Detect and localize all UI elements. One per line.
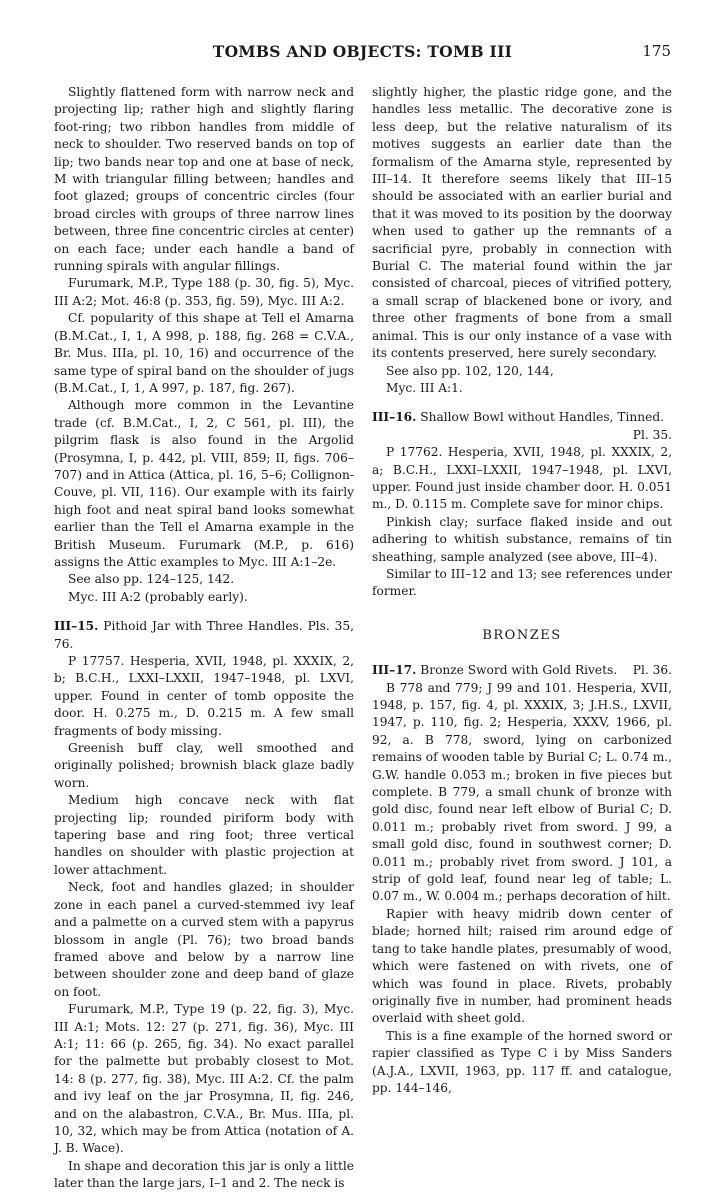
entry-plates: Pl. 36. bbox=[632, 663, 672, 678]
running-head bbox=[0, 42, 725, 66]
right-column bbox=[372, 84, 672, 1097]
paragraph: Myc. III A:1. bbox=[386, 380, 463, 395]
paragraph: Neck, foot and handles glazed; in shoulder zone in each panel a curved-stemmed ivy leaf and a palmette on a curved stem with a papyrus blossom in angle (Pl. 76); two broad bands framed above and below by a narrow line between shoulder zone and deep band of glaze on foot. bbox=[54, 880, 354, 999]
paragraph: Although more common in the Levantine trade (cf. B.M.Cat., I, 2, C 561, pl. III), the pilgrim flask is also found in the Argolid (Prosymna, I, p. 442, pl. VIII, 859; II, figs. 706–707) and in Attica (Attica, pl. 16, 5–6; Collignon-Couve, pl. VII, 116). Our example with its fairly high foot and neat spiral band looks somewhat earlier than the Tell el Amarna example in the British Museum. Furumark (M.P., p. 616) assigns the Attic examples to Myc. III A:1–2e. bbox=[54, 398, 354, 569]
entry-title: Bronze Sword with Gold Rivets. bbox=[420, 663, 618, 678]
entry-number: III–16. bbox=[372, 410, 417, 425]
entry-number: III–17. bbox=[372, 663, 417, 678]
paragraph: Greenish buff clay, well smoothed and originally polished; brownish black glaze badly worn. bbox=[54, 741, 354, 790]
left-column bbox=[54, 84, 354, 1193]
entry-title: Shallow Bowl without Handles, Tinned. bbox=[420, 410, 664, 425]
paragraph: P 17757. Hesperia, XVII, 1948, pl. XXXIX, 2, b; B.C.H., LXXI–LXXII, 1947–1948, pl. LXVI, upper. Found in center of tomb opposite the door. H. 0.275 m., D. 0.215 m. A few small fragments of body missing. bbox=[54, 654, 354, 738]
paragraph: This is a fine example of the horned sword or rapier classified as Type C i by Miss Sanders (A.J.A., LXVII, 1963, pp. 117 ff. and catalogue, pp. 144–146, bbox=[372, 1028, 672, 1095]
paragraph: See also pp. 124–125, 142. bbox=[68, 572, 235, 587]
paragraph: slightly higher, the plastic ridge gone, and the handles less metallic. The decorative zone is less deep, but the relative naturalism of its motives suggests an earlier date than the formalism of the Amarna style, represented by III–14. It therefore seems likely that III–15 should be associated with an earlier burial and that it was moved to its position by the doorway when used to gather up the remnants of a sacrificial pyre, probably in connection with Burial C. The material found within the jar consisted of charcoal, pieces of vitrified pottery, a small scrap of blackened bone or ivory, and three other fragments of bone from a small animal. This is our only instance of a vase with its contents preserved, here surely secondary. bbox=[372, 85, 672, 361]
running-title: TOMBS AND OBJECTS: TOMB III bbox=[212, 42, 513, 61]
paragraph: Similar to III–12 and 13; see references under former. bbox=[372, 566, 672, 599]
paragraph: See also pp. 102, 120, 144, bbox=[386, 363, 554, 378]
paragraph: Pinkish clay; surface flaked inside and out adhering to whitish substance, remains of tin sheathing, sample analyzed (see above, III–4). bbox=[372, 514, 672, 564]
paragraph: Slightly flattened form with narrow neck and projecting lip; rather high and slightly flaring foot-ring; two ribbon handles from middle of neck to shoulder. Two reserved bands on top of lip; two bands near top and one at base of neck, M with triangular filling between; handles and foot glazed; groups of concentric circles (four broad circles with groups of three narrow lines between, three fine concentric circles at center) on each face; under each handle a band of running spirals with angular fillings. bbox=[54, 85, 354, 274]
paragraph: Rapier with heavy midrib down center of blade; horned hilt; raised rim around edge of tang to take handle plates, presumably of wood, which were fastened on with rivets, one of which was found in place. Rivets, probably originally five in number, had prominent heads overlaid with sheet gold. bbox=[372, 906, 672, 1026]
section-title: BRONZES bbox=[482, 627, 562, 643]
catalogue-entry-heading bbox=[372, 409, 672, 444]
paragraph: P 17762. Hesperia, XVII, 1948, pl. XXXIX, 2, a; B.C.H., LXXI–LXXII, 1947–1948, pl. LXVI, upper. Found just inside chamber door. H. 0.051 m., D. 0.115 m. Complete save for minor chips. bbox=[372, 445, 672, 512]
paragraph: Medium high concave neck with flat projecting lip; rounded piriform body with tapering base and ring foot; three vertical handles on shoulder with plastic projection at lower attachment. bbox=[54, 793, 354, 877]
paragraph: Furumark, M.P., Type 19 (p. 22, fig. 3), Myc. III A:1; Mots. 12: 27 (p. 271, fig. 36), Myc. III A:1; 11: 66 (p. 265, fig. 34). No exact parallel for the palmette but probably closest to Mot. 14: 8 (p. 277, fig. 38), Myc. III A:2. Cf. the palm and ivy leaf on the jar Prosymna, II, fig. 246, and on the alabastron, C.V.A., Br. Mus. IIIa, pl. 10, 32, which may be from Attica (notation of A. J. B. Wace). bbox=[54, 1002, 354, 1156]
entry-title: Pithoid Jar with Three Handles. bbox=[103, 619, 303, 634]
catalogue-entry-heading bbox=[54, 618, 354, 653]
paragraph: In shape and decoration this jar is only a little later than the large jars, I–1 and 2. The neck is bbox=[54, 1158, 354, 1191]
page-number: 175 bbox=[642, 42, 671, 60]
paragraph: Furumark, M.P., Type 188 (p. 30, fig. 5), Myc. III A:2; Mot. 46:8 (p. 353, fig. 59), Myc. III A:2. bbox=[54, 276, 354, 308]
entry-number: III–15. bbox=[54, 619, 99, 634]
paragraph: Myc. III A:2 (probably early). bbox=[68, 589, 248, 604]
paragraph: B 778 and 779; J 99 and 101. Hesperia, XVII, 1948, p. 157, fig. 4, pl. XXXIX, 3; J.H.S., LXVII, 1947, p. 110, fig. 2; Hesperia, XXXV, 1966, pl. 92, a. B 778, sword, lying on carbonized remains of wooden table by Burial C; L. 0.74 m., G.W. handle 0.053 m.; broken in five pieces but complete. B 779, a small chunk of bronze with gold disc, found near left elbow of Burial C; D. 0.011 m.; probably rivet from sword. J 99, a small gold disc, found in southwest corner; D. 0.011 m.; probably rivet from sword. J 101, a strip of gold leaf, found near leg of table; L. 0.07 m., W. 0.004 m.; perhaps decoration of hilt. bbox=[372, 680, 672, 904]
catalogue-entry-heading bbox=[372, 662, 672, 679]
paragraph: Cf. popularity of this shape at Tell el Amarna (B.M.Cat., I, 1, A 998, p. 188, fig. 268 = C.V.A., Br. Mus. IIIa, pl. 10, 16) and occurrence of the same type of spiral band on the shoulder of jugs (B.M.Cat., I, 1, A 997, p. 187, fig. 267). bbox=[54, 311, 354, 395]
entry-plates: Pls. 35, 76. bbox=[54, 619, 355, 651]
entry-plates: Pl. 35. bbox=[632, 427, 672, 442]
